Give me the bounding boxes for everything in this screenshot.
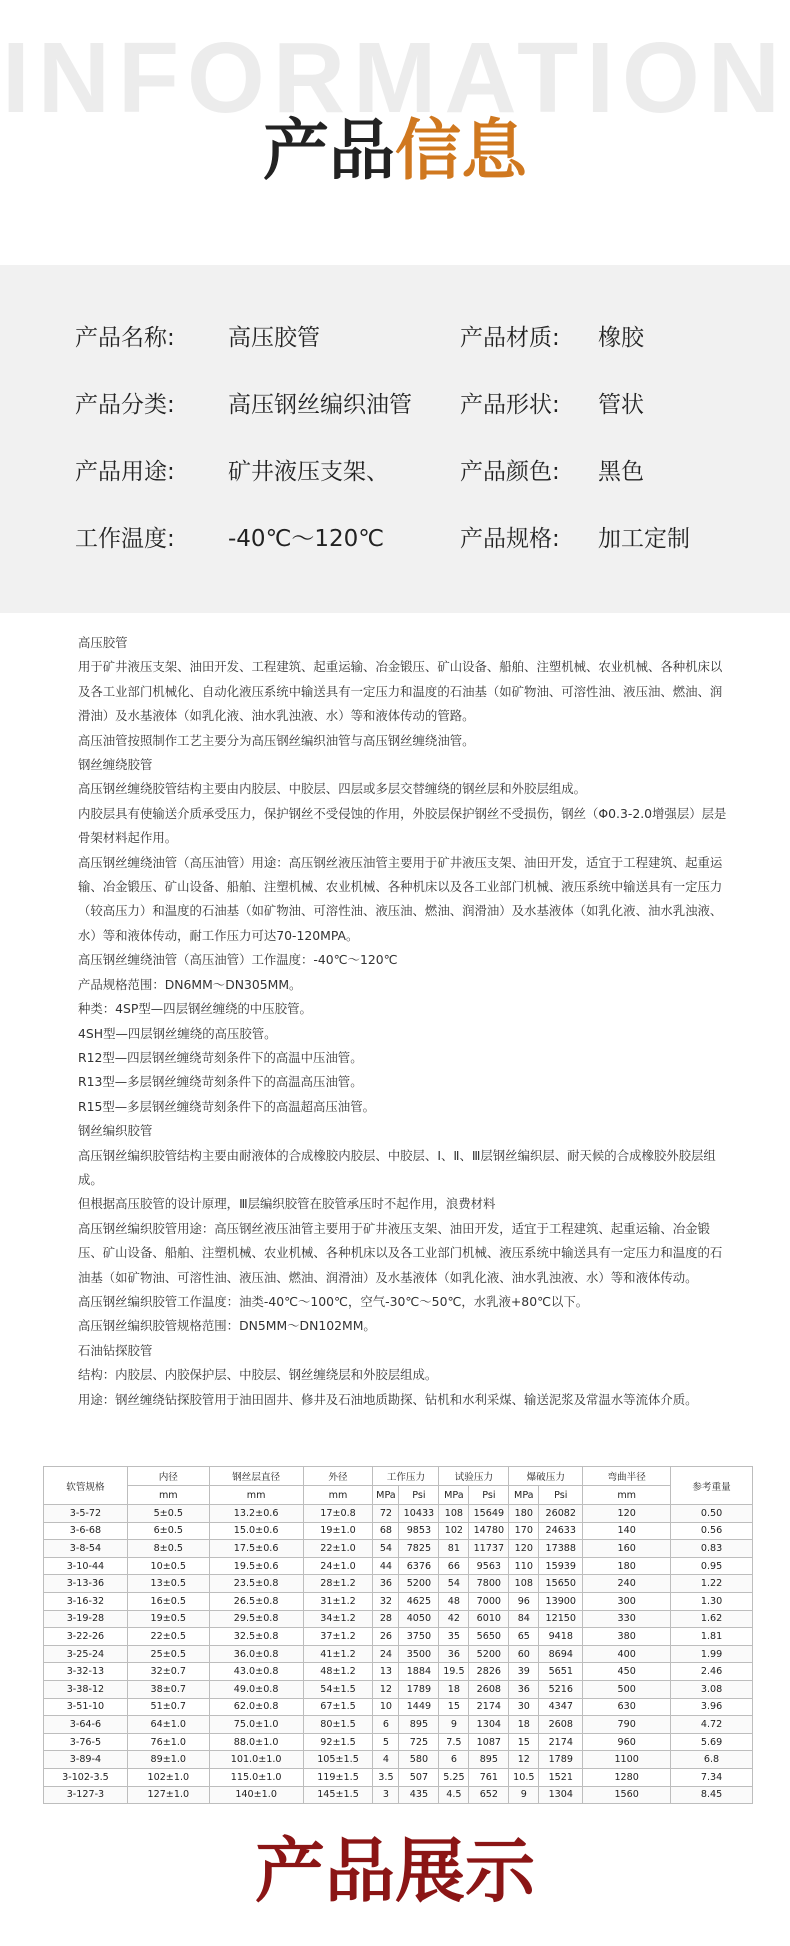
table-cell: 25±0.5: [127, 1645, 209, 1663]
table-cell: 15649: [469, 1505, 509, 1523]
table-cell: 6±0.5: [127, 1522, 209, 1540]
table-cell: 3-25-24: [44, 1645, 128, 1663]
table-cell: 10: [373, 1698, 399, 1716]
table-cell: 1449: [399, 1698, 439, 1716]
table-cell: 102±1.0: [127, 1768, 209, 1786]
table-cell: 2174: [539, 1733, 583, 1751]
table-cell: 1521: [539, 1768, 583, 1786]
table-cell: 4050: [399, 1610, 439, 1628]
description-paragraph: 钢丝编织胶管: [78, 1123, 153, 1139]
table-cell: 3750: [399, 1628, 439, 1646]
header-inner-diameter: 内径: [127, 1467, 209, 1486]
table-cell: 24±1.0: [303, 1557, 373, 1575]
table-cell: 580: [399, 1751, 439, 1769]
table-cell: 3-16-32: [44, 1592, 128, 1610]
table-cell: 10±0.5: [127, 1557, 209, 1575]
table-cell: 32.5±0.8: [209, 1628, 303, 1646]
header-unit-mpa: MPa: [509, 1486, 539, 1505]
description-paragraph: 产品规格范围：DN6MM～DN305MM。: [78, 976, 302, 992]
info-label: 产品分类:: [75, 392, 175, 418]
info-row: [75, 389, 735, 456]
table-cell: 54: [373, 1540, 399, 1558]
description-paragraph: 高压油管按照制作工艺主要分为高压钢丝编织油管与高压钢丝缠绕油管。: [78, 732, 475, 748]
table-cell: 32±0.7: [127, 1663, 209, 1681]
info-label: 产品用途:: [75, 459, 175, 485]
info-value: 高压胶管: [228, 325, 320, 351]
table-cell: 22±1.0: [303, 1540, 373, 1558]
description-paragraph: R15型—多层钢丝缠绕苛刻条件下的高温超高压油管。: [78, 1098, 375, 1114]
table-cell: 22±0.5: [127, 1628, 209, 1646]
table-row: [44, 1628, 753, 1646]
table-cell: 3-51-10: [44, 1698, 128, 1716]
info-value: 高压钢丝编织油管: [228, 392, 412, 418]
table-cell: 3-10-44: [44, 1557, 128, 1575]
table-cell: 14780: [469, 1522, 509, 1540]
table-cell: 3-32-13: [44, 1663, 128, 1681]
info-value: 橡胶: [598, 325, 644, 351]
table-cell: 3-19-28: [44, 1610, 128, 1628]
table-row: [44, 1663, 753, 1681]
table-cell: 1280: [583, 1768, 671, 1786]
product-display-title: 产品展示: [255, 1830, 535, 1912]
table-cell: 17.5±0.6: [209, 1540, 303, 1558]
table-cell: 790: [583, 1716, 671, 1734]
spec-table-body: [44, 1505, 753, 1804]
table-cell: 8.45: [671, 1786, 753, 1804]
table-cell: 9: [439, 1716, 469, 1734]
table-cell: 450: [583, 1663, 671, 1681]
description-paragraph: 高压胶管: [78, 635, 128, 650]
description-paragraph: 钢丝缠绕胶管: [78, 757, 153, 773]
table-row: [44, 1575, 753, 1593]
table-cell: 3-64-6: [44, 1716, 128, 1734]
table-cell: 66: [439, 1557, 469, 1575]
description-paragraph: 高压钢丝缠绕油管（高压油管）工作温度：-40℃～120℃: [78, 952, 398, 968]
table-row: [44, 1786, 753, 1804]
header-hose-spec: 软管规格: [44, 1467, 128, 1505]
table-cell: 6.8: [671, 1751, 753, 1769]
table-cell: 29.5±0.8: [209, 1610, 303, 1628]
info-row: [75, 322, 735, 389]
description-paragraph: 高压钢丝编织胶管用途：高压钢丝液压油管主要用于矿井液压支架、油田开发，适宜于工程建筑、起重运输、冶金锻压、矿山设备、船舶、注塑机械、农业机械、各种机床以及各工业部门机械、液压系统中输送具有一定压力和温度的石油基（如矿物油、可溶性油、液压油、燃油、润滑油）及水基液体（如乳化液、油水乳浊液、水）等和液体传动。: [78, 1220, 723, 1285]
info-label: 产品规格:: [460, 526, 560, 552]
table-cell: 2.46: [671, 1663, 753, 1681]
table-cell: 19±1.0: [303, 1522, 373, 1540]
watermark-text: INFORMATION: [1, 22, 789, 134]
table-cell: 102: [439, 1522, 469, 1540]
description-paragraph: 高压钢丝缠绕油管（高压油管）用途：高压钢丝液压油管主要用于矿井液压支架、油田开发，适宜于工程建筑、起重运输、冶金锻压、矿山设备、船舶、注塑机械、农业机械、各种机床以及各工业部门机械、液压系统中输送具有一定压力（较高压力）和温度的石油基（如矿物油、可溶性油、液压油、燃油、润滑油）及水基液体（如乳化液、油水乳浊液、水）等和液体传动，耐工作压力可达70-120MPA。: [78, 854, 723, 943]
table-cell: 67±1.5: [303, 1698, 373, 1716]
table-cell: 140: [583, 1522, 671, 1540]
header-test-pressure: 试验压力: [439, 1467, 509, 1486]
table-cell: 5.25: [439, 1768, 469, 1786]
table-cell: 37±1.2: [303, 1628, 373, 1646]
description-paragraph: 高压钢丝编织胶管规格范围：DN5MM～DN102MM。: [78, 1318, 376, 1334]
table-cell: 3.5: [373, 1768, 399, 1786]
table-cell: 24: [373, 1645, 399, 1663]
table-row: [44, 1540, 753, 1558]
table-row: [44, 1768, 753, 1786]
table-cell: 9: [509, 1786, 539, 1804]
table-cell: 65: [509, 1628, 539, 1646]
description-paragraph: 石油钻探胶管: [78, 1342, 153, 1358]
header-outer-diameter: 外径: [303, 1467, 373, 1486]
header-unit: mm: [209, 1486, 303, 1505]
header-unit: mm: [127, 1486, 209, 1505]
table-cell: 54±1.5: [303, 1680, 373, 1698]
table-cell: 115.0±1.0: [209, 1768, 303, 1786]
header-unit: mm: [303, 1486, 373, 1505]
table-cell: 3-5-72: [44, 1505, 128, 1523]
table-cell: 39: [509, 1663, 539, 1681]
table-cell: 1.62: [671, 1610, 753, 1628]
description-paragraph: 结构：内胶层、内胶保护层、中胶层、钢丝缠绕层和外胶层组成。: [78, 1367, 438, 1383]
table-row: [44, 1592, 753, 1610]
table-cell: 2174: [469, 1698, 509, 1716]
table-cell: 23.5±0.8: [209, 1575, 303, 1593]
table-row: [44, 1716, 753, 1734]
table-cell: 80±1.5: [303, 1716, 373, 1734]
table-cell: 725: [399, 1733, 439, 1751]
table-cell: 75.0±1.0: [209, 1716, 303, 1734]
table-cell: 32: [373, 1592, 399, 1610]
table-cell: 105±1.5: [303, 1751, 373, 1769]
table-cell: 19.5±0.6: [209, 1557, 303, 1575]
table-cell: 17388: [539, 1540, 583, 1558]
table-cell: 1.99: [671, 1645, 753, 1663]
table-cell: 41±1.2: [303, 1645, 373, 1663]
table-cell: 3-38-12: [44, 1680, 128, 1698]
table-cell: 35: [439, 1628, 469, 1646]
table-cell: 6: [373, 1716, 399, 1734]
table-cell: 48±1.2: [303, 1663, 373, 1681]
description-paragraph: 高压钢丝编织胶管工作温度：油类-40℃～100℃，空气-30℃～50℃，水乳液+80℃以下。: [78, 1293, 589, 1309]
table-cell: 42: [439, 1610, 469, 1628]
table-cell: 1304: [469, 1716, 509, 1734]
table-cell: 76±1.0: [127, 1733, 209, 1751]
table-cell: 3.08: [671, 1680, 753, 1698]
table-cell: 26082: [539, 1505, 583, 1523]
table-cell: 3-6-68: [44, 1522, 128, 1540]
table-cell: 3-102-3.5: [44, 1768, 128, 1786]
table-cell: 54: [439, 1575, 469, 1593]
table-cell: 1789: [399, 1680, 439, 1698]
table-row: [44, 1680, 753, 1698]
table-cell: 19±0.5: [127, 1610, 209, 1628]
table-cell: 380: [583, 1628, 671, 1646]
table-cell: 7000: [469, 1592, 509, 1610]
table-cell: 4: [373, 1751, 399, 1769]
table-cell: 5650: [469, 1628, 509, 1646]
table-row: [44, 1751, 753, 1769]
info-value: 加工定制: [598, 526, 690, 552]
table-cell: 48: [439, 1592, 469, 1610]
table-cell: 5: [373, 1733, 399, 1751]
table-row: [44, 1698, 753, 1716]
table-cell: 330: [583, 1610, 671, 1628]
table-cell: 1560: [583, 1786, 671, 1804]
product-info-section: [0, 0, 790, 613]
table-cell: 3-127-3: [44, 1786, 128, 1804]
header-unit-psi: Psi: [399, 1486, 439, 1505]
table-cell: 13.2±0.6: [209, 1505, 303, 1523]
table-cell: 5200: [469, 1645, 509, 1663]
table-cell: 3-76-5: [44, 1733, 128, 1751]
table-cell: 81: [439, 1540, 469, 1558]
table-cell: 127±1.0: [127, 1786, 209, 1804]
table-cell: 5±0.5: [127, 1505, 209, 1523]
table-cell: 44: [373, 1557, 399, 1575]
info-value: 矿井液压支架、: [228, 459, 389, 485]
table-cell: 240: [583, 1575, 671, 1593]
description-paragraph: R13型—多层钢丝缠绕苛刻条件下的高温高压油管。: [78, 1074, 363, 1090]
table-cell: 72: [373, 1505, 399, 1523]
table-cell: 11737: [469, 1540, 509, 1558]
table-cell: 3500: [399, 1645, 439, 1663]
table-cell: 1.81: [671, 1628, 753, 1646]
table-cell: 28±1.2: [303, 1575, 373, 1593]
header-unit-psi: Psi: [469, 1486, 509, 1505]
table-cell: 5216: [539, 1680, 583, 1698]
table-row: [44, 1557, 753, 1575]
table-cell: 30: [509, 1698, 539, 1716]
spec-table: [43, 1466, 753, 1804]
table-cell: 300: [583, 1592, 671, 1610]
description-paragraph: 高压钢丝编织胶管结构主要由耐液体的合成橡胶内胶层、中胶层、Ⅰ、Ⅱ、Ⅲ层钢丝编织层、耐天候的合成橡胶外胶层组成。: [78, 1147, 716, 1187]
table-cell: 8±0.5: [127, 1540, 209, 1558]
info-value: 管状: [598, 392, 644, 418]
table-cell: 895: [399, 1716, 439, 1734]
table-cell: 92±1.5: [303, 1733, 373, 1751]
table-cell: 34±1.2: [303, 1610, 373, 1628]
table-cell: 7800: [469, 1575, 509, 1593]
table-cell: 140±1.0: [209, 1786, 303, 1804]
table-cell: 24633: [539, 1522, 583, 1540]
table-cell: 2608: [539, 1716, 583, 1734]
table-cell: 3-13-36: [44, 1575, 128, 1593]
page-title: [0, 112, 790, 189]
table-row: [44, 1505, 753, 1523]
header-wire-diameter: 钢丝层直径: [209, 1467, 303, 1486]
table-cell: 19.5: [439, 1663, 469, 1681]
table-cell: 15.0±0.6: [209, 1522, 303, 1540]
table-cell: 62.0±0.8: [209, 1698, 303, 1716]
table-cell: 2608: [469, 1680, 509, 1698]
header-weight: 参考重量: [671, 1467, 753, 1505]
table-cell: 12: [373, 1680, 399, 1698]
table-cell: 170: [509, 1522, 539, 1540]
header-unit-mpa: MPa: [439, 1486, 469, 1505]
table-cell: 10.5: [509, 1768, 539, 1786]
table-cell: 36: [509, 1680, 539, 1698]
table-cell: 108: [439, 1505, 469, 1523]
table-cell: 1884: [399, 1663, 439, 1681]
table-cell: 12: [509, 1751, 539, 1769]
table-cell: 960: [583, 1733, 671, 1751]
table-cell: 145±1.5: [303, 1786, 373, 1804]
table-cell: 8694: [539, 1645, 583, 1663]
header-unit-psi: Psi: [539, 1486, 583, 1505]
table-cell: 15: [439, 1698, 469, 1716]
table-cell: 895: [469, 1751, 509, 1769]
table-cell: 13: [373, 1663, 399, 1681]
table-cell: 507: [399, 1768, 439, 1786]
table-cell: 4625: [399, 1592, 439, 1610]
table-cell: 0.50: [671, 1505, 753, 1523]
table-cell: 1100: [583, 1751, 671, 1769]
table-cell: 10433: [399, 1505, 439, 1523]
table-cell: 1.30: [671, 1592, 753, 1610]
info-value: -40℃～120℃: [228, 526, 385, 552]
table-cell: 36: [373, 1575, 399, 1593]
header-working-pressure: 工作压力: [373, 1467, 439, 1486]
table-cell: 26: [373, 1628, 399, 1646]
table-cell: 120: [509, 1540, 539, 1558]
table-cell: 6376: [399, 1557, 439, 1575]
table-cell: 761: [469, 1768, 509, 1786]
table-cell: 36.0±0.8: [209, 1645, 303, 1663]
table-cell: 4.5: [439, 1786, 469, 1804]
table-cell: 1304: [539, 1786, 583, 1804]
table-cell: 3-89-4: [44, 1751, 128, 1769]
table-cell: 26.5±0.8: [209, 1592, 303, 1610]
table-cell: 5.69: [671, 1733, 753, 1751]
table-cell: 31±1.2: [303, 1592, 373, 1610]
info-label: 产品名称:: [75, 325, 175, 351]
description-paragraph: R12型—四层钢丝缠绕苛刻条件下的高温中压油管。: [78, 1049, 363, 1065]
description-paragraph: 但根据高压胶管的设计原理，Ⅲ层编织胶管在胶管承压时不起作用，浪费材料: [78, 1196, 496, 1212]
table-cell: 108: [509, 1575, 539, 1593]
table-cell: 51±0.7: [127, 1698, 209, 1716]
table-cell: 84: [509, 1610, 539, 1628]
table-cell: 2826: [469, 1663, 509, 1681]
table-cell: 15939: [539, 1557, 583, 1575]
info-row: [75, 523, 735, 590]
table-cell: 7.5: [439, 1733, 469, 1751]
table-cell: 18: [439, 1680, 469, 1698]
table-cell: 15: [509, 1733, 539, 1751]
header-unit: mm: [583, 1486, 671, 1505]
table-cell: 43.0±0.8: [209, 1663, 303, 1681]
table-cell: 6010: [469, 1610, 509, 1628]
table-cell: 3: [373, 1786, 399, 1804]
title-part-dark: 产品: [263, 112, 395, 189]
table-cell: 9563: [469, 1557, 509, 1575]
info-row: [75, 456, 735, 523]
table-cell: 500: [583, 1680, 671, 1698]
info-grid: [75, 322, 735, 590]
header-burst-pressure: 爆破压力: [509, 1467, 583, 1486]
table-cell: 1789: [539, 1751, 583, 1769]
table-row: [44, 1610, 753, 1628]
table-cell: 435: [399, 1786, 439, 1804]
product-description: [78, 631, 728, 1412]
info-label: 产品材质:: [460, 325, 560, 351]
info-value: 黑色: [598, 459, 644, 485]
table-cell: 630: [583, 1698, 671, 1716]
table-cell: 1087: [469, 1733, 509, 1751]
table-cell: 180: [509, 1505, 539, 1523]
table-cell: 160: [583, 1540, 671, 1558]
table-cell: 652: [469, 1786, 509, 1804]
header-bend-radius: 弯曲半径: [583, 1467, 671, 1486]
table-cell: 18: [509, 1716, 539, 1734]
table-row: [44, 1522, 753, 1540]
table-cell: 9418: [539, 1628, 583, 1646]
info-label: 产品颜色:: [460, 459, 560, 485]
table-row: [44, 1645, 753, 1663]
table-cell: 49.0±0.8: [209, 1680, 303, 1698]
table-cell: 88.0±1.0: [209, 1733, 303, 1751]
table-cell: 0.83: [671, 1540, 753, 1558]
table-cell: 96: [509, 1592, 539, 1610]
description-paragraph: 内胶层具有使输送介质承受压力，保护钢丝不受侵蚀的作用，外胶层保护钢丝不受损伤，钢丝（Φ0.3-2.0增强层）层是骨架材料起作用。: [78, 805, 727, 846]
table-cell: 12150: [539, 1610, 583, 1628]
table-cell: 0.95: [671, 1557, 753, 1575]
description-paragraph: 种类：4SP型—四层钢丝缠绕的中压胶管。: [78, 1001, 312, 1017]
table-cell: 7825: [399, 1540, 439, 1558]
table-cell: 28: [373, 1610, 399, 1628]
table-cell: 180: [583, 1557, 671, 1575]
table-cell: 3.96: [671, 1698, 753, 1716]
table-cell: 7.34: [671, 1768, 753, 1786]
info-label: 产品形状:: [460, 392, 560, 418]
table-cell: 400: [583, 1645, 671, 1663]
spec-table-header: [44, 1467, 753, 1505]
table-cell: 6: [439, 1751, 469, 1769]
table-cell: 110: [509, 1557, 539, 1575]
table-cell: 13900: [539, 1592, 583, 1610]
table-cell: 3-8-54: [44, 1540, 128, 1558]
table-cell: 119±1.5: [303, 1768, 373, 1786]
table-cell: 16±0.5: [127, 1592, 209, 1610]
table-cell: 38±0.7: [127, 1680, 209, 1698]
table-row: [44, 1733, 753, 1751]
table-cell: 68: [373, 1522, 399, 1540]
table-cell: 3-22-26: [44, 1628, 128, 1646]
table-cell: 17±0.8: [303, 1505, 373, 1523]
description-paragraph: 4SH型—四层钢丝缠绕的高压胶管。: [78, 1025, 277, 1041]
table-cell: 15650: [539, 1575, 583, 1593]
header-unit-mpa: MPa: [373, 1486, 399, 1505]
table-cell: 0.56: [671, 1522, 753, 1540]
table-cell: 64±1.0: [127, 1716, 209, 1734]
table-cell: 101.0±1.0: [209, 1751, 303, 1769]
table-cell: 13±0.5: [127, 1575, 209, 1593]
description-paragraph: 用于矿井液压支架、油田开发、工程建筑、起重运输、冶金锻压、矿山设备、船舶、注塑机械、农业机械、各种机床以及各工业部门机械化、自动化液压系统中输送具有一定压力和温度的石油基（如矿物油、可溶性油、液压油、燃油、润滑油）及水基液体（如乳化液、油水乳浊液、水）等和液体传动的管路。: [78, 659, 723, 724]
table-cell: 4347: [539, 1698, 583, 1716]
table-cell: 89±1.0: [127, 1751, 209, 1769]
title-part-accent: 信息: [395, 112, 527, 189]
table-cell: 4.72: [671, 1716, 753, 1734]
info-label: 工作温度:: [75, 526, 175, 552]
table-cell: 1.22: [671, 1575, 753, 1593]
table-cell: 36: [439, 1645, 469, 1663]
table-cell: 60: [509, 1645, 539, 1663]
table-cell: 5651: [539, 1663, 583, 1681]
table-cell: 120: [583, 1505, 671, 1523]
table-cell: 5200: [399, 1575, 439, 1593]
description-paragraph: 高压钢丝缠绕胶管结构主要由内胶层、中胶层、四层或多层交替缠绕的钢丝层和外胶层组成。: [78, 781, 587, 797]
description-paragraph: 用途：钢丝缠绕钻探胶管用于油田固井、修井及石油地质勘探、钻机和水利采煤、输送泥浆及常温水等流体介质。: [78, 1391, 698, 1407]
table-cell: 9853: [399, 1522, 439, 1540]
